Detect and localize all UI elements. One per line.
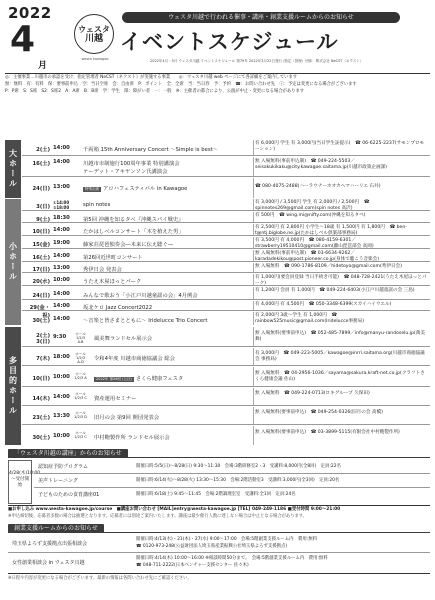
- event-date: 16(土): [32, 255, 50, 261]
- event-date: 15(金): [32, 242, 50, 248]
- issue-year: 2022: [8, 4, 52, 22]
- event-title: 秀伊日会 発表会: [83, 267, 122, 273]
- event-title-wrap: [83, 240, 173, 248]
- event-date: 17(日): [32, 267, 50, 273]
- event-title-wrap: [83, 227, 184, 235]
- event-date: 30(土): [32, 318, 50, 324]
- event-date: 24(日): [32, 186, 50, 192]
- event-title-wrap: [94, 433, 170, 441]
- table-row: [22, 312, 430, 325]
- event-date: 30(土): [32, 435, 50, 441]
- event-title-wrap: [83, 265, 122, 273]
- event-time: 13:00: [53, 184, 70, 190]
- legend: [5, 75, 430, 101]
- kouza-start-date: 4/28(木)10:00～受付開始: [8, 460, 32, 504]
- event-time: 14:00: [53, 159, 70, 165]
- event-info: 有 2,000円 3歳～学生 有 1,000円 ☎ rainbow525music@gmail.com(Iridelucce事務局): [255, 313, 365, 324]
- event-info: 無 入場無料(事前申込制) ☎ 03-6634-9262／karadadekikou@post.pioneer.co.jp(身体で聴こう音楽会): [255, 251, 380, 262]
- event-date-2: 3(日): [36, 339, 50, 345]
- event-title: さくら健康フェスタ: [135, 376, 184, 382]
- event-time: 18:00: [53, 354, 70, 360]
- publication-info: 2022年4月・5月 ウェスタ川越 イベントスケジュール 第79号 2022年3月22日発行 /指定（管理）団体：株式会社 NeCST（ネクスト）: [150, 59, 364, 63]
- event-time: 13:30: [53, 413, 70, 419]
- divider: [8, 573, 430, 574]
- event-date: 7(木): [36, 356, 50, 362]
- course-title: 美声トレーニング: [38, 478, 78, 484]
- divider: [8, 505, 430, 506]
- event-title: 資産運用セミナー: [94, 396, 137, 402]
- event-title-wrap: [83, 303, 152, 311]
- legend-line1: ◎：主催事業…川越市の承認を受け、指定管理者 NeCST（ネクスト）が実施する事業 ◎：ウェスタ川越 web ページにて各詳細をご案内しています: [5, 75, 298, 80]
- event-date: 29(金・祝): [29, 305, 50, 319]
- event-time: 19:00: [53, 240, 70, 246]
- event-info: ☎ 080-4075-2488(ハーラウナーホオカヘマハーリエ 石井): [255, 184, 381, 189]
- list-item: [34, 488, 430, 502]
- tagline: ウェスタ川越で行われる催事・講座・創業支援ルームからのお知らせ: [122, 12, 400, 23]
- sougyou-heading: 創業支援ルームからのお知らせ: [8, 524, 104, 533]
- event-title: ～音楽と皆さまとともに～ Iridelucce Trio Concert: [83, 318, 208, 324]
- event-info: 無 入場無料(事前申込制) ☎ 049-224-5503／seisakukikaku@city.kawagoe.saitama.jp(川越市政策企画課): [255, 159, 387, 170]
- table-row: [22, 212, 430, 223]
- room-label: ホール1/2/3 C: [74, 431, 87, 439]
- event-title-wrap: [83, 215, 183, 223]
- event-date: 2(土): [36, 333, 50, 339]
- event-time: 10:00: [53, 374, 70, 380]
- event-tag: 2022年 第26回 (公社): [96, 377, 132, 381]
- event-title: 中村鞄製作所 ランドセル展示会: [94, 435, 170, 441]
- table-row: [22, 263, 430, 273]
- header-divider: [5, 73, 430, 74]
- event-time: ①14:00 ②18:00: [53, 200, 70, 210]
- event-date: 10(日): [32, 376, 50, 382]
- section-multi-hall: 多目的ホール: [5, 327, 21, 445]
- support-contact: ☎ 0120-973-248(公益財団法人埼玉県産業振興公社埼玉県よろず支援拠点): [136, 544, 288, 549]
- table-row: [22, 250, 430, 262]
- event-date: 14(木): [32, 396, 50, 402]
- course-info: 開催日時:5/5(日)～8/28(日) 9:30～11:30 会場:3階研修室2・3 受講料:8,000円(全8回) 定員:22名: [136, 464, 341, 469]
- table-row: [22, 367, 430, 387]
- event-info: 有 4,000円 有 4,500円 ☎ 050-3348-6399(スカイハイウエル): [255, 302, 392, 307]
- event-info: 無 入場無料(要事前申込) ☎ 049-254-0326(旧月の会 高橋): [255, 410, 383, 415]
- list-item: [8, 554, 430, 572]
- event-time: 10:00: [53, 277, 70, 283]
- section-small-hall: 小ホール: [5, 199, 21, 325]
- event-info: 無 入場無料 ☎ 090-1786-8109／hidetoyo@gmail.com(秀伊日会): [255, 264, 402, 269]
- event-title-wrap: [83, 253, 143, 261]
- event-date: 23(土): [32, 415, 50, 421]
- event-title: アロハフェスティバル in Kawagoe: [103, 186, 188, 192]
- event-info: 有 3,000円 ☎ 049-223-5005／kawagoe@inrri.saitama.org(川越市商徳協議会 事務局): [255, 351, 425, 362]
- table-row: [22, 426, 430, 445]
- table-row: [22, 140, 430, 156]
- legend-line2: 無：無料 有：有料 保：要事前申込 空：当日空席 会：自由席 P：ポイント 全：全席 当：当日券 予：予約 ☎：お問い合わせ先 ⓘ：予定は変更になる場合がございます: [5, 82, 357, 87]
- table-row: [22, 274, 430, 286]
- event-subtitle: テーデット・アキヤンソン氏講演会: [83, 169, 168, 175]
- event-title: spin notes: [83, 202, 111, 208]
- sougyou-note: ※日程や内容が変更になる場合がございます。最新の情報は各問い合わせ先にご確認ください。: [8, 576, 192, 581]
- page-header: [0, 0, 435, 74]
- event-title-wrap: [83, 277, 141, 285]
- event-time: 10:00: [53, 433, 70, 439]
- event-info: 有 1,000円(要会員登録 当日手続き可能) ☎ 048-728-2421(うたえ木屋ほっとパーク): [255, 275, 427, 286]
- room-label: ホール1/2/3 A-B: [75, 332, 86, 344]
- event-date: 20(水): [32, 279, 50, 285]
- event-title: 川越市市制施行100周年事業 特別講演会: [83, 161, 180, 167]
- event-title: みんなで歌おう「小江戸川越童謡の会」4月例会: [83, 293, 198, 299]
- event-info: 有 1,200円 会員 有 1,000円 ☎ 049-224-6403(小江戸川越童謡の会 三島): [255, 288, 415, 293]
- event-time: 9:30: [53, 334, 67, 340]
- course-info: 開催日時:6/14(火)～8/28(火) 13:30～15:30 会場:2階活動室3 受講料:3,000円(全3回) 定員:20名: [136, 478, 340, 483]
- table-row: [22, 237, 430, 249]
- special-tag: 特別企画: [85, 187, 99, 191]
- table-row: [22, 157, 430, 177]
- event-time: 14:00: [53, 291, 70, 297]
- westa-logo: [74, 14, 114, 54]
- table-row: [22, 388, 430, 406]
- event-date: 24(日): [32, 293, 50, 299]
- page-title: イベントスケジュール: [120, 30, 339, 54]
- course-title: 子どものための食育講座01: [38, 492, 100, 498]
- event-title: 千両箱 15th Anniversary Concert ～Simple is best～: [83, 147, 218, 153]
- event-time: 14:00: [53, 253, 70, 259]
- event-time: 14:00: [53, 394, 70, 400]
- support-contact: ☎ 048-711-2222(日本ベンチャー支援センター 佐々木): [136, 563, 249, 568]
- room-label: ホール1/2/3 A: [74, 372, 87, 380]
- event-time: 14:00: [53, 303, 70, 309]
- room-label: ホール1/2/3 A-D: [75, 352, 86, 364]
- event-info: 無 入場無料 ☎ 04-2956-1036／sayama@sakura.kraft-net.co.jp(クラフトさくら健康会議 佐山): [255, 371, 425, 382]
- issue-month: 4: [10, 19, 36, 60]
- table-row: [22, 199, 430, 211]
- legend-line3: P：P席 S：S席 S2：S席2 A：A席 B：B席 学：学生 障：障がい者 一：一般 ※：主催者の都合により、公演が中止・変更になる場合があります: [5, 89, 305, 94]
- event-title: 第5回 沖縄を知るタベ『沖縄スパイ戦史』: [83, 217, 184, 223]
- course-info: 開催日時:6/18(土) 9:45～11:45 会場:2階調理室室 受講料:全1回 定員:24名: [136, 492, 296, 497]
- event-date: 10(日): [32, 229, 50, 235]
- kouza-list: [34, 460, 430, 502]
- logo-line1: ウェスタ: [78, 24, 110, 34]
- table-row: [22, 224, 430, 236]
- event-date: 16(土): [32, 161, 50, 167]
- event-info: 有 6,000円 学生 有 3,000円(当日学生証提示) ☎ 06-6225-2237(サモンプロモーション): [255, 141, 425, 152]
- event-date: 2(土): [36, 147, 50, 153]
- event-title-wrap: [94, 374, 183, 382]
- event-time: 14:00: [53, 316, 70, 322]
- event-title: 藤家荘琵琶独奏会―未来に伝え聴ぐ―: [83, 242, 174, 248]
- list-item: [34, 474, 430, 488]
- event-title-wrap: [94, 413, 159, 421]
- support-title: 女性創業相談会 in ウェスタ川越: [12, 560, 85, 566]
- event-title-wrap: [83, 316, 207, 324]
- kouza-contact: ■お申し込み www.westa-kawagoe.jp/course ■講座お問い合わせ [MAIL]entry@westa-kawagoe.jp [TEL] 049-249-1186 ■受付時間 9:00～21:00: [8, 507, 341, 512]
- event-title-wrap: [83, 202, 110, 208]
- event-date: 3(日): [36, 204, 50, 210]
- support-title: 埼玉県よろず支援拠点出張相談会: [12, 541, 88, 547]
- section-big-hall: 大ホール: [5, 140, 21, 198]
- support-info: 開催日時:4/13(水)・21(木)・27(水) 9:00～17:00 会場:5階創業支援ルーム内 費用:無料: [136, 537, 318, 542]
- table-row: [22, 327, 430, 347]
- event-title: 風美舞ランドセル展示会: [94, 336, 153, 342]
- kouza-rule: [8, 457, 430, 458]
- table-row: [22, 178, 430, 198]
- event-info: 無 入場無料(要事前申込) ☎ 052-485-7899／info@manyu-randoselu.jp(萬美舞): [255, 331, 425, 342]
- event-title: うたえ木屋ほっとパーク: [83, 279, 142, 285]
- event-title: 令和4年度 川越市商徳協議会 総会: [94, 356, 175, 362]
- room-label: ホール1/2/3 D: [74, 411, 87, 419]
- table-row: [22, 407, 430, 425]
- month-suffix: 月: [38, 61, 48, 71]
- event-info: 無 入場無料 ☎ 049-224-0713(ロキグループ 久保田): [255, 391, 370, 396]
- list-item: [34, 460, 430, 474]
- logo-line2: 川越: [84, 33, 103, 44]
- support-info: 開催日時:4/14(木) 10:00～16:00 ※相談時間50分まで。 会場:5階創業支援ルーム内 費用:無料: [136, 556, 328, 561]
- event-time: 14:00: [53, 227, 70, 233]
- table-row: [22, 287, 430, 300]
- event-title: 坂北ケロ Jazz Concert2022: [83, 305, 153, 311]
- event-info: 有 3,500円 有 4,000円 ☎ 080-4159-6301／strawberry19510410@gmail.com(藤山琵琶部会 高岡): [255, 238, 374, 249]
- kouza-heading: 「ウェスタ川越の講座」からのお知らせ: [8, 449, 128, 458]
- room-label: ホール1/2/3 C: [74, 392, 87, 400]
- event-time: 14:00: [53, 145, 70, 151]
- kouza-note: ※申込締切後、応募者多数の場合は抽選となります。応募者には別途ご案内いたします。講座は最少催行人数に達しない場合は中止となる場合があります。: [8, 514, 308, 519]
- logo-subtext: westa kawagoe: [81, 57, 109, 61]
- event-info: 有 2,500円 有 2,800円 小学生～18歳 有 1,500円 有 1,800円 ☎ ben-t@ntj.biglobe.ne.jp(たかはしベル倶楽部事務局): [255, 225, 407, 236]
- event-title-wrap: [94, 394, 136, 402]
- event-title: たかはしベルコンサート「木を植えた男」: [83, 229, 184, 235]
- event-info: 有 3,000円 / 3,500円 学生 有 2,000円 / 2,500円 ☎ spinnotes269@gmail.com(spin notes 高沢): [255, 200, 370, 211]
- event-title: 旧月の会 第9回 開団発表会: [94, 415, 160, 421]
- event-date: 9(土): [36, 217, 50, 223]
- sougyou-rule: [8, 532, 430, 533]
- event-info: 有 500円 ☎ wing.mi@nifty.com(沖縄を知るタベ): [255, 213, 366, 218]
- table-row: [22, 348, 430, 366]
- event-info: 無 入場無料(要事前申込) ☎ 03-3899-5115(有限会社中村鞄製作所): [255, 430, 400, 435]
- course-title: 認知症予防プログラム: [38, 464, 88, 470]
- event-title: 第26回近世町コンサート: [83, 255, 143, 261]
- event-title-wrap: [94, 354, 175, 362]
- list-item: [8, 535, 430, 553]
- event-time: 18:30: [53, 215, 70, 221]
- event-time: 13:00: [53, 265, 70, 271]
- event-title-wrap: [83, 291, 198, 299]
- event-title-wrap: [94, 334, 152, 342]
